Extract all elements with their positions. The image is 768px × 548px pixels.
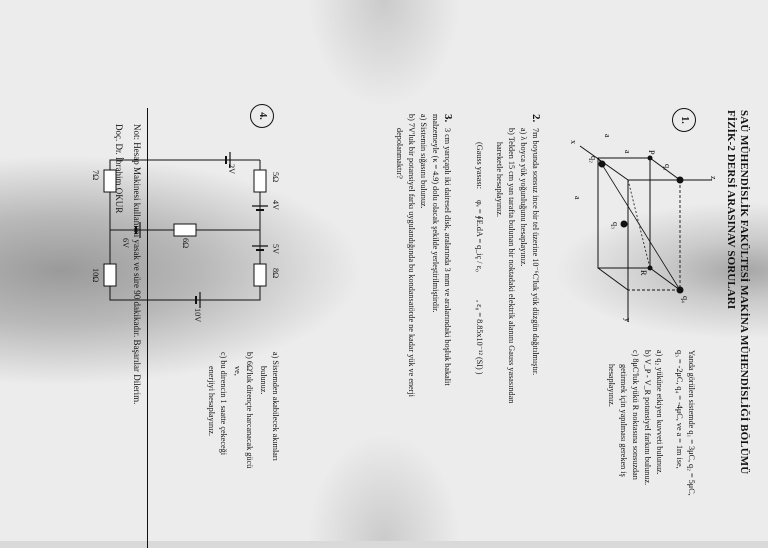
q1-intro-line1: Yanda görülen sistemde q₁ = 3μC, q₂ = 5μC, <box>687 350 696 496</box>
charge-q4-label: q₄ <box>681 296 690 303</box>
label-8ohm: 8Ω <box>271 268 280 279</box>
q3-line1: 3 cm yarıçaplı iki dairesel disk, aralarında 3 mm ve aralarındaki boşluk bakalit <box>443 128 452 386</box>
q3-part-b-line2: depolanmaktır? <box>395 128 404 179</box>
edge-label-a2: a <box>603 134 612 138</box>
question-4-number: 4. <box>250 104 274 128</box>
charge-q3-label: q₃ <box>611 222 620 229</box>
gauss-formula: φₑ = ∮E.dA = q_iç / ε₀ <box>475 200 484 272</box>
charge-q2-label: q₂ <box>589 156 598 163</box>
q1-cube-figure <box>570 140 720 330</box>
point-P-label: P <box>647 150 656 155</box>
label-5ohm: 5Ω <box>271 172 280 183</box>
q4-part-b-line1: b) 6Ω'luk dirençte harcanacak gücü <box>245 352 254 469</box>
footer-separator <box>147 108 148 548</box>
label-2v: 2V <box>227 164 236 175</box>
question-3-number: 3. <box>442 114 454 123</box>
q1-intro-line2: q₃ = -2μC, q₄ = -4μC, ve a = 1m ise, <box>675 350 684 469</box>
q4-part-b-line2: ve, <box>233 366 242 376</box>
q3-line2: malzemeyle (κ = 4.9) dolu olacak şekilde yerleştirilmiştirdir. <box>431 114 440 313</box>
point-R <box>648 266 653 271</box>
question-1-number: 1. <box>672 108 696 132</box>
epsilon-value: , ε₀ = 8.85x10⁻¹² (SI) ) <box>475 300 484 375</box>
gauss-label: (Gauss yasası: <box>475 142 484 190</box>
label-5v: 5V <box>271 244 280 255</box>
q4-part-a-line1: a) Sistemden akabilecek akımları <box>271 352 280 461</box>
q3-part-a: a) Sistemin sığasını bulunuz. <box>419 114 428 209</box>
q1-part-b: b) V_P - V_R potansiyel farkını bulunuz. <box>643 350 652 486</box>
q1-part-c-line1: c) 8μC'luk yükü R noktasına sonsuzdan <box>631 350 640 480</box>
label-4v: 4V <box>271 200 280 211</box>
axis-label-y: y <box>623 318 632 323</box>
charge-q2 <box>599 161 606 168</box>
q4-part-c-line1: c) bu direncin 1 saatte çekeceği <box>219 352 228 455</box>
axis-label-x: x <box>569 140 578 145</box>
charge-q4 <box>677 287 684 294</box>
q3-part-b-line1: b) 7V'luk bir potansiyel farkı uygulandığında bu kondansatörde ne kadar yük ve enerji <box>407 114 416 397</box>
question-2-number: 2. <box>530 114 542 123</box>
label-7ohm: 7Ω <box>91 170 100 181</box>
footer-note: Not: Hesap Makinesi kullanımı yasak ve süre 90 dakikadır. Başarılar Dilerim. <box>132 124 142 405</box>
edge-label-a3: a <box>573 196 582 200</box>
q1-part-c-line2: getirmek için yapılması gereken iş <box>619 364 628 477</box>
q4-part-a-line2: bulunuz. <box>259 366 268 395</box>
q2-part-b-line1: b) Telden 15 cm yan tarafta bulunan bir noktadaki elektrik alanını Gauss yasasından <box>507 128 516 404</box>
point-P <box>648 156 653 161</box>
footer-teacher: Doç. Dr. İbrahim OKUR <box>114 124 124 214</box>
resistor-6ohm <box>174 224 196 236</box>
q1-part-c-line3: hesaplayınız. <box>607 364 616 407</box>
q2-line1: 7m boyunda sonsuz ince bir tel üzerine 10⁻⁶C'luk yük düzgün dağıtılmıştır. <box>531 128 540 376</box>
resistor-8ohm <box>254 264 266 286</box>
q2-part-b-line2: hareketle hesaplayınız. <box>495 142 504 218</box>
q4-part-c-line2: enerjiyi hesaplayınız. <box>207 366 216 437</box>
header-department: SAÜ MÜHENDİSLİK FAKÜLTESİ MAKİNA MÜHENDİSLİĞİ BÖLÜMÜ <box>738 110 750 475</box>
label-6v: 6V <box>121 238 130 249</box>
resistor-5ohm <box>254 170 266 192</box>
label-10v: 10V <box>193 308 202 323</box>
charge-q3 <box>621 221 628 228</box>
charge-q1 <box>677 177 684 184</box>
edge-label-a1: a <box>623 150 632 154</box>
label-10ohm: 10Ω <box>91 268 100 283</box>
axis-label-z: z <box>709 176 718 180</box>
q4-circuit-diagram <box>100 140 270 310</box>
header-exam-title: FİZİK-2 DERSİ ARASINAV SORULARI <box>725 110 737 310</box>
label-6ohm: 6Ω <box>181 238 190 249</box>
resistor-10ohm <box>104 264 116 286</box>
q2-part-a: a) λ boyca yük yoğunluğunu hesaplayınız. <box>519 128 528 267</box>
charge-q1-label: q₁ <box>663 164 672 171</box>
q1-part-a: a) q₂ yüküne etkiyen kuvveti bulunuz. <box>655 350 664 475</box>
point-R-label: R <box>639 270 648 276</box>
